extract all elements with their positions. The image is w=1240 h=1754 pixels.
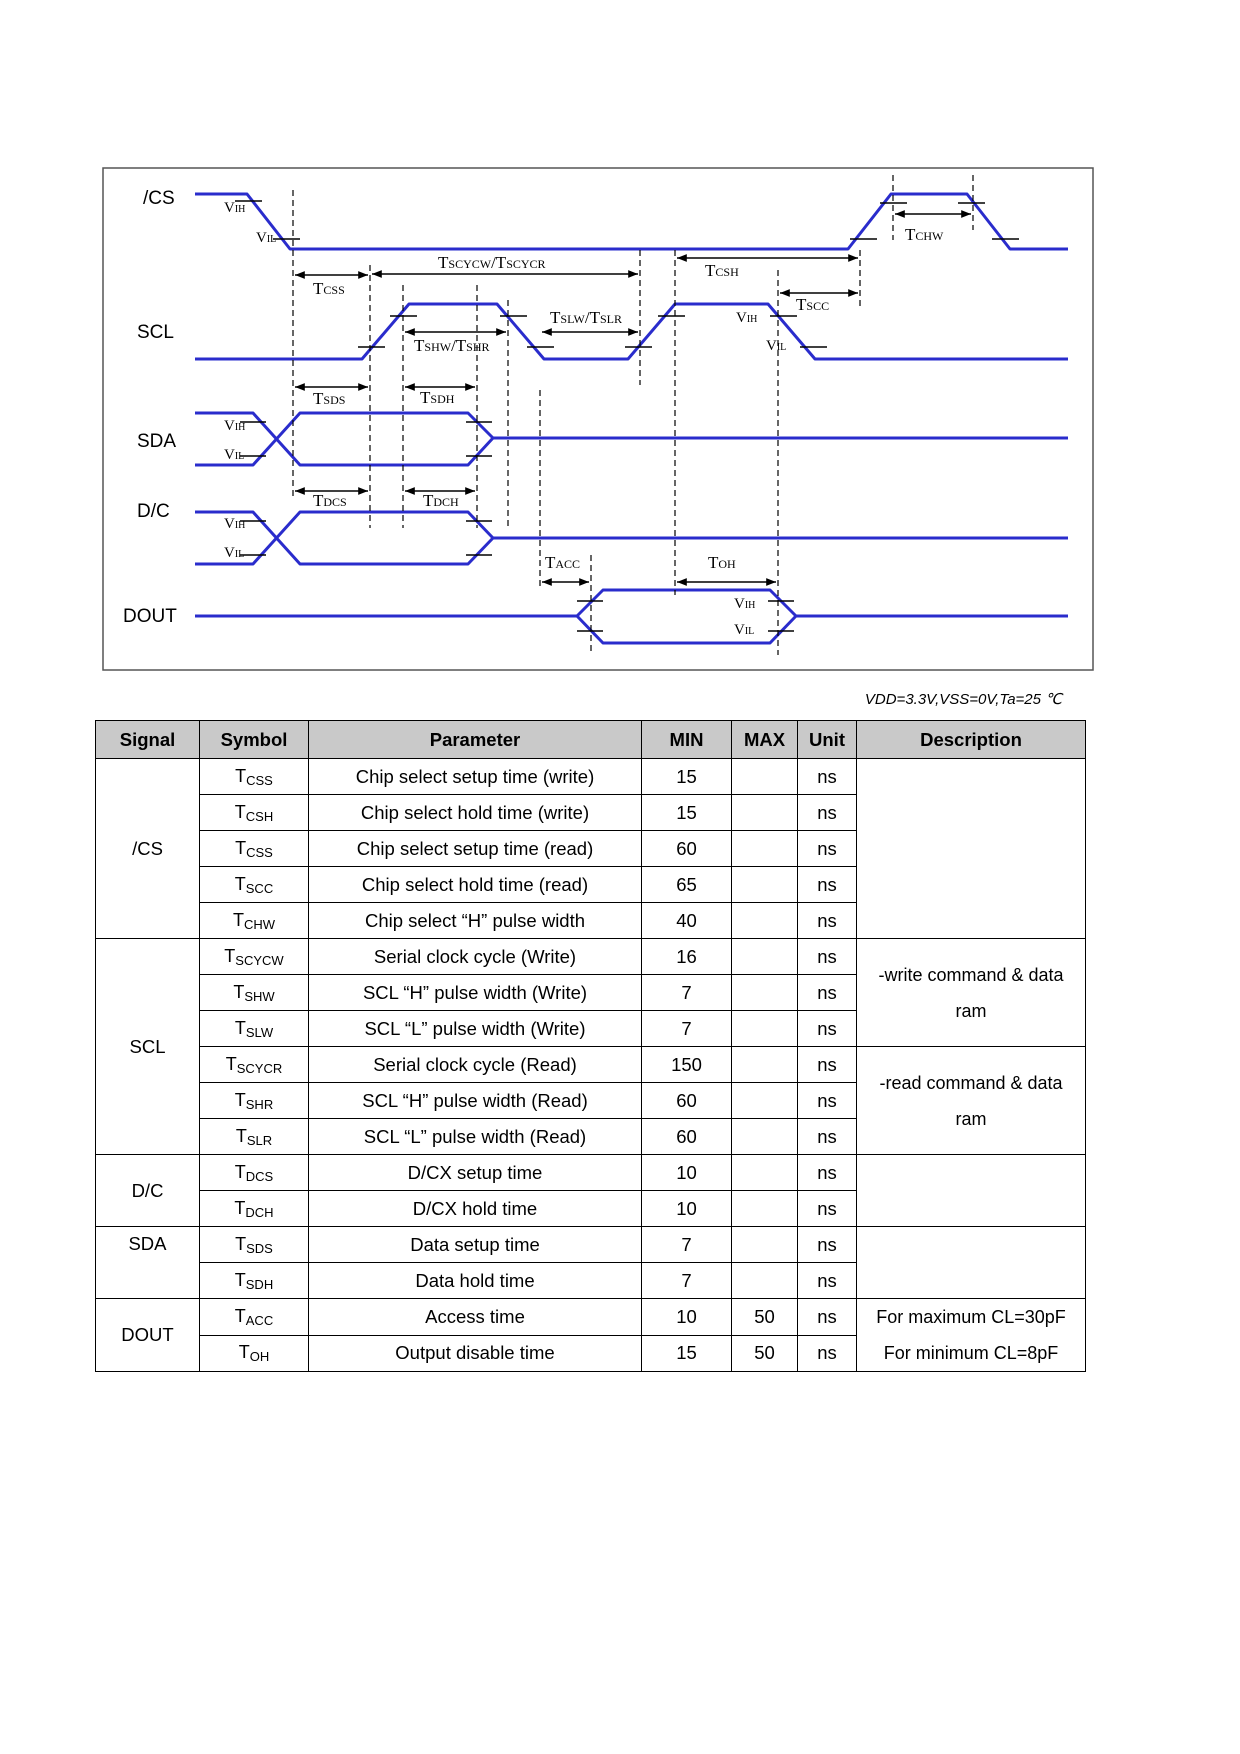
tsds-label: TSDS — [313, 389, 346, 408]
min-cell: 15 — [642, 1335, 732, 1372]
signal-label-sda: SDA — [137, 431, 177, 452]
min-cell: 150 — [642, 1047, 732, 1083]
max-cell — [732, 759, 798, 795]
unit-cell: ns — [798, 867, 857, 903]
table-header-row — [96, 721, 1086, 759]
timing-diagram — [0, 0, 1240, 700]
symbol-cell: $T_{SLW}$ — [200, 1011, 309, 1047]
description-cell-sda — [857, 1227, 1086, 1299]
min-cell: 7 — [642, 1227, 732, 1263]
dout-waveform-lower — [577, 616, 796, 643]
max-cell — [732, 1155, 798, 1191]
signal-label-dc: D/C — [137, 501, 170, 522]
unit-cell: ns — [798, 1047, 857, 1083]
max-cell — [732, 1263, 798, 1299]
header-unit: Unit — [798, 721, 857, 759]
symbol-cell: $T_{SHR}$ — [200, 1083, 309, 1119]
unit-cell: ns — [798, 1191, 857, 1227]
unit-cell: ns — [798, 903, 857, 939]
header-min: MIN — [642, 721, 732, 759]
header-symbol: Symbol — [200, 721, 309, 759]
max-cell: 50 — [732, 1299, 798, 1336]
vil-label: VIL — [224, 545, 245, 561]
test-conditions: VDD=3.3V,VSS=0V,Ta=25 ℃ — [864, 691, 1062, 708]
dout-waveform-upper — [195, 590, 1068, 616]
max-cell — [732, 1191, 798, 1227]
timing-spec-table — [95, 720, 1086, 1372]
symbol-cell: $T_{SCYCW}$ — [200, 939, 309, 975]
parameter-cell: Chip select “H” pulse width — [309, 903, 642, 939]
symbol-cell: $T_{CSH}$ — [200, 795, 309, 831]
max-cell — [732, 1011, 798, 1047]
toh-label: TOH — [708, 553, 736, 572]
vih-label: VIH — [224, 200, 246, 216]
min-cell: 60 — [642, 831, 732, 867]
table-row — [96, 759, 1086, 795]
symbol-cell: $T_{DCH}$ — [200, 1191, 309, 1227]
parameter-cell: Chip select hold time (write) — [309, 795, 642, 831]
table-row — [96, 1047, 1086, 1083]
max-cell — [732, 1047, 798, 1083]
header-signal: Signal — [96, 721, 200, 759]
parameter-cell: SCL “L” pulse width (Write) — [309, 1011, 642, 1047]
min-cell: 10 — [642, 1155, 732, 1191]
description-cell-read: -read command & data ram — [857, 1047, 1086, 1155]
max-cell — [732, 1227, 798, 1263]
tcss-label: TCSS — [313, 279, 345, 298]
unit-cell: ns — [798, 975, 857, 1011]
description-cell-dout: For maximum CL=30pF For minimum CL=8pF — [857, 1299, 1086, 1372]
unit-cell: ns — [798, 1227, 857, 1263]
max-cell — [732, 939, 798, 975]
symbol-cell: $T_{DCS}$ — [200, 1155, 309, 1191]
symbol-cell: $T_{SDS}$ — [200, 1227, 309, 1263]
max-cell — [732, 795, 798, 831]
parameter-cell: Data setup time — [309, 1227, 642, 1263]
signal-cell-scl: SCL — [96, 939, 200, 1155]
dc-waveform-upper — [195, 512, 1068, 564]
tshw-tshr-label: TSHW/TSHR — [414, 336, 490, 355]
table-row — [96, 1299, 1086, 1336]
min-cell: 15 — [642, 795, 732, 831]
tscc-label: TSCC — [796, 295, 830, 314]
description-cell-write: -write command & data ram — [857, 939, 1086, 1047]
parameter-cell: SCL “L” pulse width (Read) — [309, 1119, 642, 1155]
unit-cell: ns — [798, 1011, 857, 1047]
unit-cell: ns — [798, 1335, 857, 1372]
unit-cell: ns — [798, 831, 857, 867]
header-parameter: Parameter — [309, 721, 642, 759]
vil-label: VIL — [766, 338, 787, 354]
parameter-cell: Chip select hold time (read) — [309, 867, 642, 903]
max-cell — [732, 975, 798, 1011]
symbol-cell: $T_{CSS}$ — [200, 759, 309, 795]
vil-label: VIL — [734, 622, 755, 638]
min-cell: 60 — [642, 1119, 732, 1155]
symbol-cell: $T_{SLR}$ — [200, 1119, 309, 1155]
parameter-cell: Data hold time — [309, 1263, 642, 1299]
min-cell: 7 — [642, 1011, 732, 1047]
vih-label: VIH — [734, 596, 756, 612]
signal-label-dout: DOUT — [123, 606, 177, 627]
symbol-cell: $T_{ACC}$ — [200, 1299, 309, 1336]
parameter-cell: D/CX hold time — [309, 1191, 642, 1227]
max-cell — [732, 903, 798, 939]
unit-cell: ns — [798, 1119, 857, 1155]
parameter-cell: Serial clock cycle (Read) — [309, 1047, 642, 1083]
min-cell: 60 — [642, 1083, 732, 1119]
vih-label: VIH — [224, 418, 246, 434]
unit-cell: ns — [798, 939, 857, 975]
tsdh-label: TSDH — [420, 388, 455, 407]
tdch-label: TDCH — [423, 491, 459, 510]
max-cell — [732, 1083, 798, 1119]
symbol-cell: $T_{CHW}$ — [200, 903, 309, 939]
table-row — [96, 1227, 1086, 1263]
tscycw-tscycr-label: TSCYCW/TSCYCR — [438, 253, 546, 272]
symbol-cell: $T_{OH}$ — [200, 1335, 309, 1372]
parameter-cell: SCL “H” pulse width (Read) — [309, 1083, 642, 1119]
signal-cell-cs: /CS — [96, 759, 200, 939]
symbol-cell: $T_{SCYCR}$ — [200, 1047, 309, 1083]
parameter-cell: D/CX setup time — [309, 1155, 642, 1191]
vil-label: VIL — [224, 447, 245, 463]
description-cell-cs — [857, 759, 1086, 939]
tslw-tslr-label: TSLW/TSLR — [550, 308, 622, 327]
symbol-cell: $T_{CSS}$ — [200, 831, 309, 867]
table-row — [96, 939, 1086, 975]
table-row — [96, 1155, 1086, 1191]
max-cell: 50 — [732, 1335, 798, 1372]
parameter-cell: SCL “H” pulse width (Write) — [309, 975, 642, 1011]
tcsh-label: TCSH — [705, 261, 739, 280]
vih-label: VIH — [736, 310, 758, 326]
max-cell — [732, 867, 798, 903]
header-description: Description — [857, 721, 1086, 759]
unit-cell: ns — [798, 795, 857, 831]
signal-cell-dout: DOUT — [96, 1299, 200, 1372]
signal-cell-dc: D/C — [96, 1155, 200, 1227]
tdcs-label: TDCS — [313, 491, 347, 510]
unit-cell: ns — [798, 1299, 857, 1336]
unit-cell: ns — [798, 759, 857, 795]
min-cell: 7 — [642, 975, 732, 1011]
max-cell — [732, 1119, 798, 1155]
parameter-cell: Output disable time — [309, 1335, 642, 1372]
max-cell — [732, 831, 798, 867]
tchw-label: TCHW — [905, 225, 944, 244]
vih-label: VIH — [224, 516, 246, 532]
header-max: MAX — [732, 721, 798, 759]
unit-cell: ns — [798, 1155, 857, 1191]
symbol-cell: $T_{SCC}$ — [200, 867, 309, 903]
signal-label-scl: SCL — [137, 322, 174, 343]
min-cell: 40 — [642, 903, 732, 939]
parameter-cell: Chip select setup time (write) — [309, 759, 642, 795]
signal-cell-sda: SDA — [96, 1227, 200, 1299]
symbol-cell: $T_{SHW}$ — [200, 975, 309, 1011]
min-cell: 7 — [642, 1263, 732, 1299]
min-cell: 65 — [642, 867, 732, 903]
description-cell-dc — [857, 1155, 1086, 1227]
min-cell: 16 — [642, 939, 732, 975]
min-cell: 10 — [642, 1299, 732, 1336]
parameter-cell: Serial clock cycle (Write) — [309, 939, 642, 975]
sda-waveform-upper — [195, 413, 1068, 465]
min-cell: 10 — [642, 1191, 732, 1227]
symbol-cell: $T_{SDH}$ — [200, 1263, 309, 1299]
tacc-label: TACC — [545, 553, 581, 572]
min-cell: 15 — [642, 759, 732, 795]
signal-label-cs: /CS — [143, 188, 175, 209]
vil-label: VIL — [256, 230, 277, 246]
unit-cell: ns — [798, 1263, 857, 1299]
parameter-cell: Access time — [309, 1299, 642, 1336]
unit-cell: ns — [798, 1083, 857, 1119]
parameter-cell: Chip select setup time (read) — [309, 831, 642, 867]
